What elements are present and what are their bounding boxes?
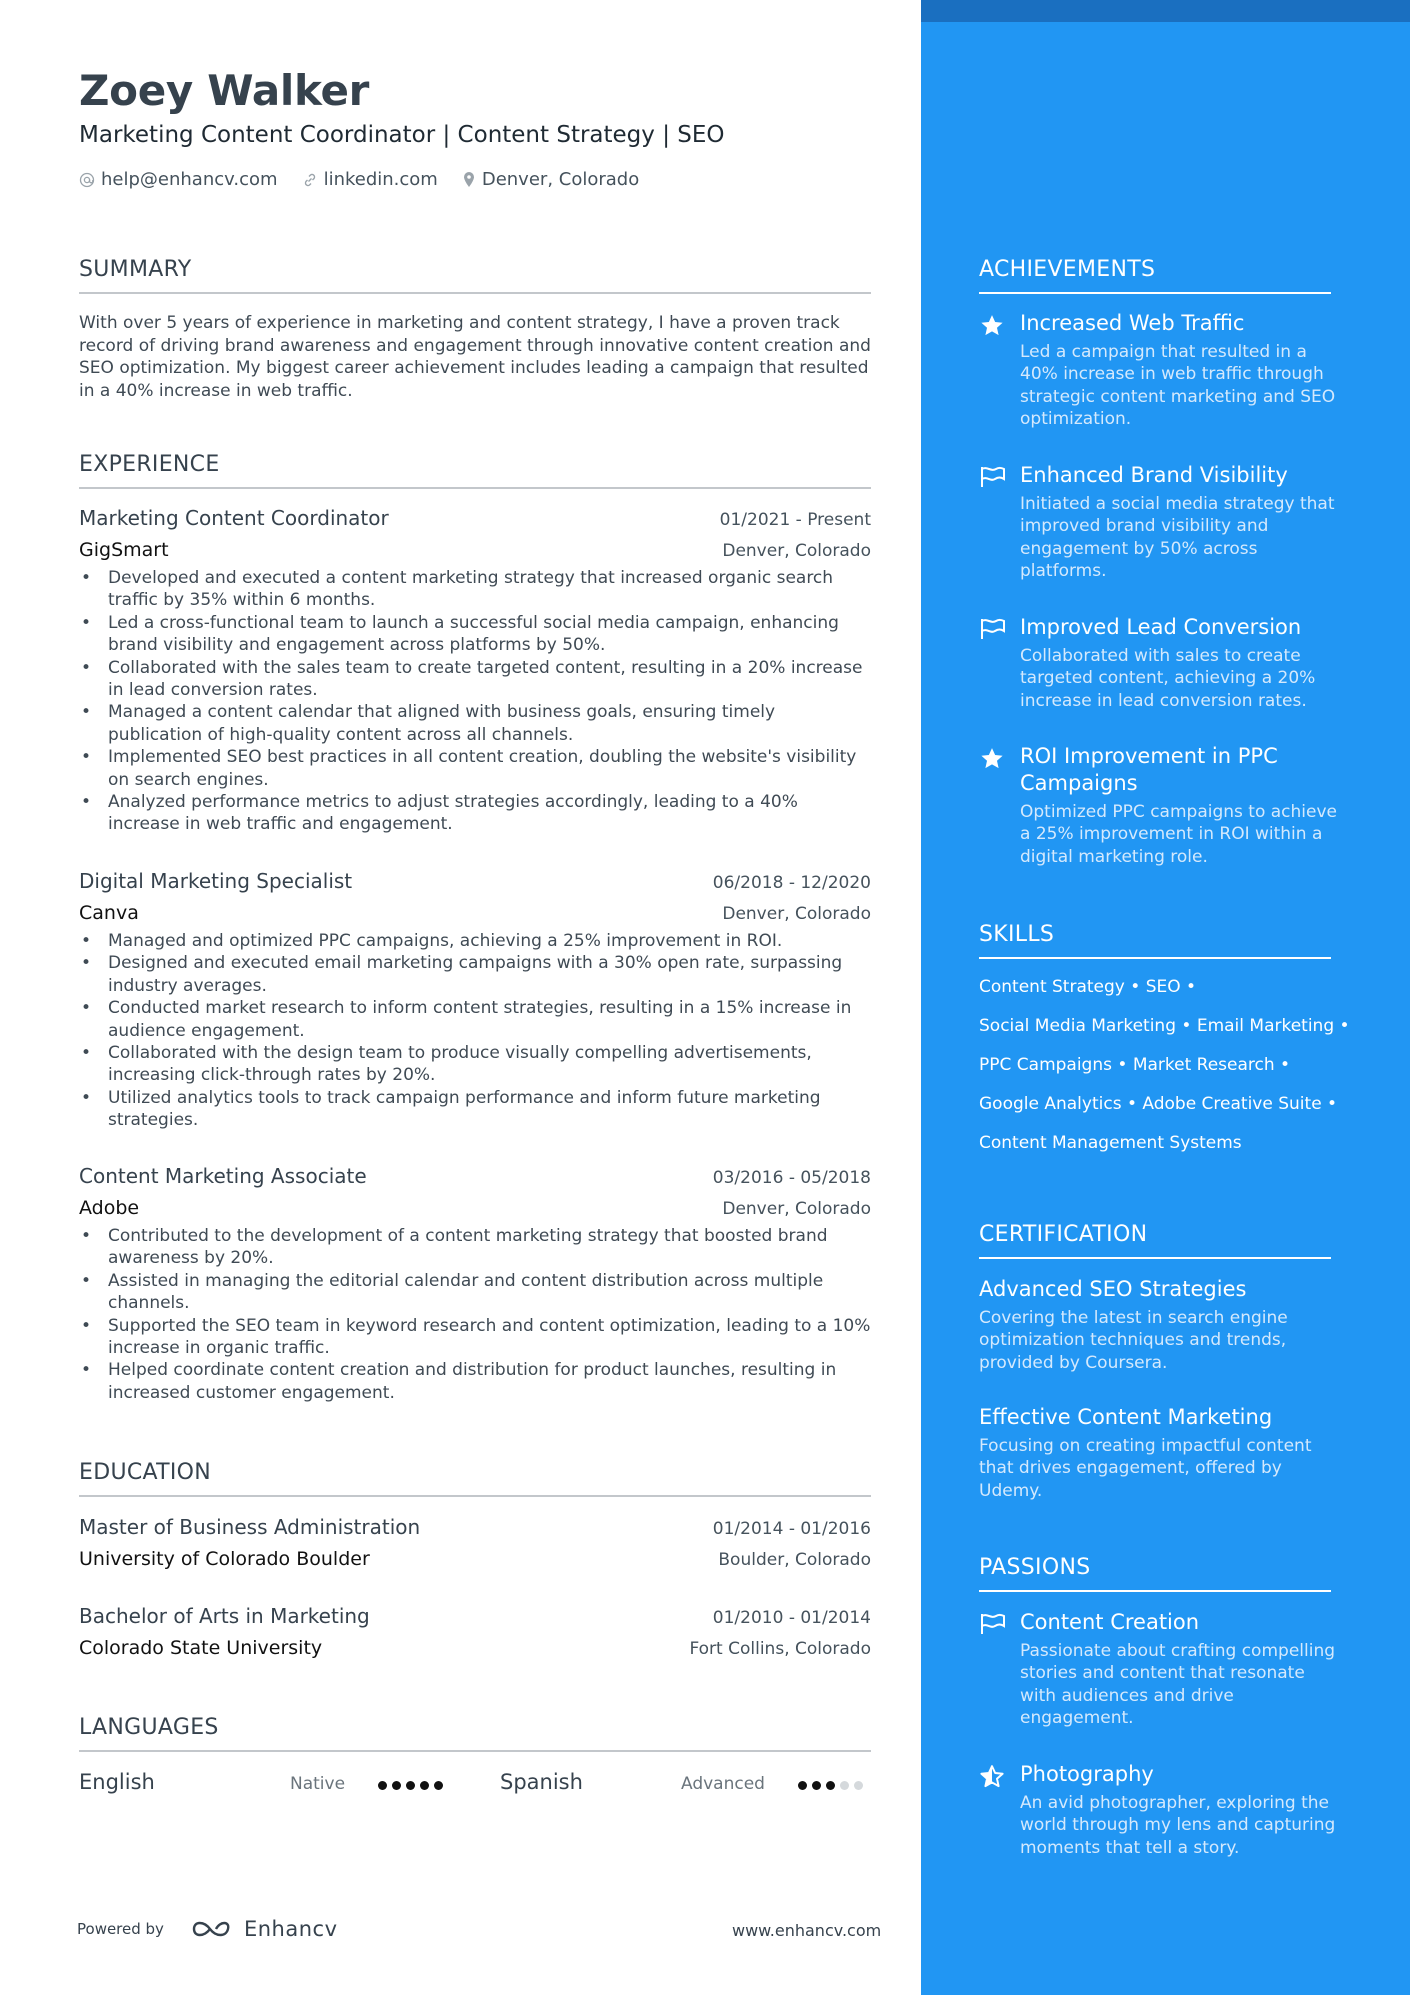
candidate-title: Marketing Content Coordinator | Content Strategy | SEO — [79, 122, 725, 148]
proficiency-dot-filled — [420, 1781, 429, 1790]
skill-line: Content Management Systems — [979, 1133, 1242, 1153]
proficiency-dot-empty — [840, 1781, 849, 1790]
linkedin-contact[interactable] — [302, 169, 438, 190]
powered-by-text: Powered by — [77, 1920, 164, 1938]
edu-location: Boulder, Colorado — [718, 1550, 871, 1570]
skill-line: Google Analytics • Adobe Creative Suite • — [979, 1094, 1338, 1114]
passion-title: Content Creation — [1020, 1610, 1200, 1634]
bullet-item: • Collaborated with the design team to produce visually compelling advertisements, increasing click-through rates by 20%. — [79, 1042, 871, 1087]
bullet-item: • Assisted in managing the editorial calendar and content distribution across multiple channels. — [79, 1270, 871, 1315]
proficiency-dot-empty — [854, 1781, 863, 1790]
bullet-item: • Led a cross-functional team to launch a successful social media campaign, enhancing brand visibility and engagement across platforms by 50%. — [79, 612, 871, 657]
degree: Master of Business Administration — [79, 1515, 421, 1539]
bullet-item: • Managed and optimized PPC campaigns, achieving a 25% improvement in ROI. — [79, 930, 871, 952]
achievement-item — [979, 462, 1339, 583]
link-icon — [302, 172, 318, 188]
language-name: English — [79, 1770, 155, 1794]
email-contact[interactable] — [79, 169, 278, 190]
achievement-item — [979, 614, 1339, 712]
summary-text: With over 5 years of experience in marketing and content strategy, I have a proven track record of driving brand awareness and engagement through innovative content creation and SEO optimization. My biggest career achievement includes leading a campaign that resulted in a 40% increase in web traffic. — [79, 313, 871, 401]
achievements-heading: ACHIEVEMENTS — [979, 257, 1331, 294]
job-company: Adobe — [79, 1197, 140, 1219]
certification-title: Effective Content Marketing — [979, 1405, 1273, 1429]
school: Colorado State University — [79, 1637, 323, 1659]
achievement-desc: Optimized PPC campaigns to achieve a 25% improvement in ROI within a digital marketing role. — [1020, 802, 1337, 867]
passion-desc: An avid photographer, exploring the world through my lens and capturing moments that tell a story. — [1020, 1793, 1336, 1858]
achievement-desc: Collaborated with sales to create targeted content, achieving a 20% increase in lead conversion rates. — [1020, 646, 1316, 711]
achievement-item — [979, 310, 1339, 431]
school: University of Colorado Boulder — [79, 1548, 370, 1570]
bullet-item: • Supported the SEO team in keyword research and content optimization, leading to a 10% increase in organic traffic. — [79, 1315, 871, 1360]
half-star-icon — [979, 1764, 1005, 1790]
passion-item — [979, 1761, 1339, 1859]
job-bullets — [79, 930, 871, 1132]
bullet-item: • Analyzed performance metrics to adjust strategies accordingly, leading to a 40% increase in web traffic and engagement. — [79, 791, 871, 836]
location-pin-icon — [462, 171, 476, 188]
job-dates: 03/2016 - 05/2018 — [712, 1168, 871, 1188]
education-heading: EDUCATION — [79, 1460, 871, 1497]
enhancv-logo-icon — [190, 1917, 236, 1941]
job-dates: 01/2021 - Present — [719, 510, 871, 530]
passions-heading: PASSIONS — [979, 1555, 1331, 1592]
skill-line: Social Media Marketing • Email Marketing • — [979, 1016, 1350, 1036]
contact-info — [79, 169, 663, 190]
job-role: Digital Marketing Specialist — [79, 869, 353, 893]
bullet-item: • Developed and executed a content marketing strategy that increased organic search traffic by 35% within 6 months. — [79, 567, 871, 612]
edu-dates: 01/2014 - 01/2016 — [712, 1519, 871, 1539]
bullet-item: • Contributed to the development of a content marketing strategy that boosted brand awareness by 20%. — [79, 1225, 871, 1270]
sidebar-top-bar — [921, 0, 1410, 22]
job-location: Denver, Colorado — [722, 1199, 871, 1219]
job-entry — [79, 506, 871, 836]
education-entry — [79, 1515, 871, 1570]
candidate-name: Zoey Walker — [79, 66, 370, 115]
footer-branding — [77, 1917, 338, 1941]
certification-desc: Covering the latest in search engine optimization techniques and trends, provided by Coursera. — [979, 1308, 1288, 1373]
job-bullets — [79, 1225, 871, 1404]
edu-dates: 01/2010 - 01/2014 — [712, 1608, 871, 1628]
language-level: Advanced — [681, 1774, 765, 1794]
language-level: Native — [290, 1774, 346, 1794]
proficiency-dot-filled — [798, 1781, 807, 1790]
languages-list — [79, 1770, 879, 1800]
skills-list — [979, 976, 1359, 1171]
job-entry — [79, 1164, 871, 1404]
linkedin-text: linkedin.com — [323, 169, 438, 190]
languages-heading: LANGUAGES — [79, 1715, 871, 1752]
proficiency-dot-filled — [378, 1781, 387, 1790]
location-contact — [462, 169, 639, 190]
certification-desc: Focusing on creating impactful content that drives engagement, offered by Udemy. — [979, 1436, 1312, 1501]
certification-heading: CERTIFICATION — [979, 1222, 1331, 1259]
certification-item — [979, 1276, 1339, 1374]
achievement-title: ROI Improvement in PPC Campaigns — [1020, 744, 1278, 795]
brand-name: Enhancv — [243, 1917, 338, 1941]
proficiency-dot-filled — [392, 1781, 401, 1790]
achievement-desc: Initiated a social media strategy that improved brand visibility and engagement by 50% across platforms. — [1020, 494, 1335, 582]
certification-title: Advanced SEO Strategies — [979, 1277, 1247, 1301]
flag-icon — [979, 617, 1007, 641]
bullet-item: • Conducted market research to inform content strategies, resulting in a 15% increase in audience engagement. — [79, 997, 871, 1042]
passion-item — [979, 1609, 1339, 1730]
job-role: Content Marketing Associate — [79, 1164, 367, 1188]
star-icon — [979, 313, 1005, 339]
proficiency-dot-filled — [826, 1781, 835, 1790]
passion-desc: Passionate about crafting compelling stories and content that resonate with audiences and drive engagement. — [1020, 1641, 1336, 1729]
bullet-item: • Managed a content calendar that aligned with business goals, ensuring timely publication of high-quality content across all channels. — [79, 701, 871, 746]
achievement-title: Enhanced Brand Visibility — [1020, 463, 1288, 487]
at-icon — [79, 172, 95, 188]
job-entry — [79, 869, 871, 1132]
bullet-item: • Implemented SEO best practices in all content creation, doubling the website's visibility on search engines. — [79, 746, 871, 791]
footer-url[interactable]: www.enhancv.com — [732, 1921, 882, 1940]
skill-line: Content Strategy • SEO • — [979, 977, 1197, 997]
job-company: GigSmart — [79, 539, 169, 561]
location-text: Denver, Colorado — [481, 169, 640, 190]
achievement-title: Increased Web Traffic — [1020, 311, 1245, 335]
job-location: Denver, Colorado — [722, 904, 871, 924]
job-location: Denver, Colorado — [722, 541, 871, 561]
skills-heading: SKILLS — [979, 922, 1331, 959]
bullet-item: • Collaborated with the sales team to create targeted content, resulting in a 20% increase in lead conversion rates. — [79, 657, 871, 702]
achievement-item — [979, 743, 1339, 868]
achievement-desc: Led a campaign that resulted in a 40% increase in web traffic through strategic content marketing and SEO optimization. — [1020, 342, 1336, 430]
proficiency-dot-filled — [812, 1781, 821, 1790]
bullet-item: • Designed and executed email marketing campaigns with a 30% open rate, surpassing industry averages. — [79, 952, 871, 997]
experience-heading: EXPERIENCE — [79, 452, 871, 489]
summary-heading: SUMMARY — [79, 257, 871, 294]
edu-location: Fort Collins, Colorado — [689, 1639, 871, 1659]
language-name: Spanish — [500, 1770, 583, 1794]
skill-line: PPC Campaigns • Market Research • — [979, 1055, 1291, 1075]
job-role: Marketing Content Coordinator — [79, 506, 389, 530]
education-entry — [79, 1604, 871, 1659]
proficiency-dot-filled — [406, 1781, 415, 1790]
job-company: Canva — [79, 902, 139, 924]
email-text: help@enhancv.com — [101, 169, 278, 190]
language-proficiency — [798, 1781, 868, 1790]
language-proficiency — [378, 1781, 448, 1790]
star-icon — [979, 746, 1005, 772]
passion-title: Photography — [1020, 1762, 1154, 1786]
flag-icon — [979, 1612, 1007, 1636]
bullet-item: • Utilized analytics tools to track campaign performance and inform future marketing strategies. — [79, 1087, 871, 1132]
certification-item — [979, 1404, 1339, 1502]
job-bullets — [79, 567, 871, 836]
achievement-title: Improved Lead Conversion — [1020, 615, 1302, 639]
job-dates: 06/2018 - 12/2020 — [712, 873, 871, 893]
sidebar — [921, 0, 1410, 1995]
proficiency-dot-filled — [434, 1781, 443, 1790]
degree: Bachelor of Arts in Marketing — [79, 1604, 370, 1628]
bullet-item: • Helped coordinate content creation and distribution for product launches, resulting in increased customer engagement. — [79, 1359, 871, 1404]
flag-icon — [979, 465, 1007, 489]
